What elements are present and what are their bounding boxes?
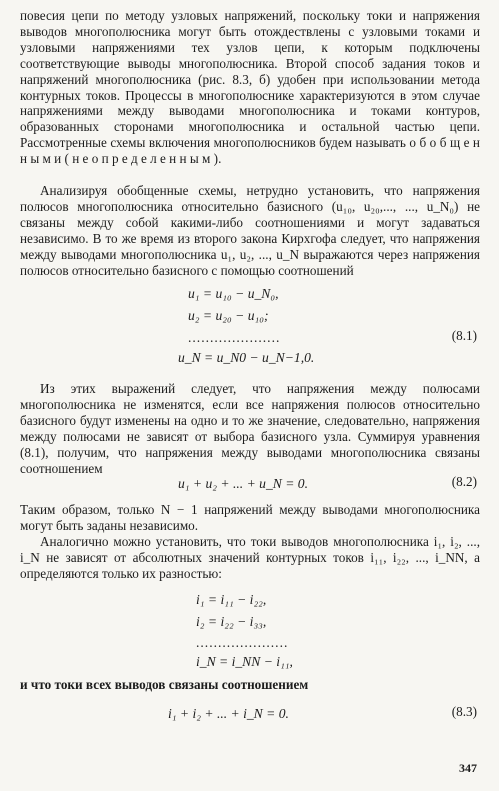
equation-currents-dots: ..................... (196, 635, 289, 650)
paragraph-pole-voltages: Анализируя обобщенные схемы, нетрудно установить, что напряжения полюсов многополюсника относительно базисного (u₁₀, u₂₀,..., ..., u_N₀) не связаны между собой какими-либо соотношениями и могут задаваться независимо. В то же время из второго закона Кирхгофа следует, что напряжения между выводами многополюсника u₁, u₂, ..., u_N выражаются через напряжения полюсов относительно базисного с помощью соотношений (20, 183, 480, 278)
paragraph-independent-voltages: Таким образом, только N − 1 напряжений между выводами многополюсника могут быть заданы независимо. (20, 502, 480, 533)
equation-8-1-line-2: u₂ = u₂₀ − u₁₀; (188, 308, 269, 323)
equation-8-1-number: (8.1) (451, 328, 477, 343)
equation-currents-line-2: i₂ = i₂₂ − i₃₃, (196, 614, 267, 629)
equation-currents-line-3: i_N = i_NN − i₁₁, (196, 654, 293, 669)
equation-8-2-number: (8.2) (451, 474, 477, 489)
equation-8-1-dots: ..................... (188, 330, 281, 345)
equation-8-1-line-3: u_N = u_N0 − u_N−1,0. (178, 350, 315, 365)
page-number: 347 (459, 761, 477, 775)
paragraph-voltage-invariance: Из этих выражений следует, что напряжения между полюсами многополюсника не изменятся, если все напряжения полюсов относительно базисного будут изменены на одно и то же значение, следовательно, напряжения между полюсами не зависят от выбора базисного узла. Суммируя уравнения (8.1), получим, что напряжения между выводами многополюсника связаны соотношением (20, 381, 480, 476)
equation-8-3-number: (8.3) (451, 704, 477, 719)
equation-8-3: i₁ + i₂ + ... + i_N = 0. (168, 706, 289, 721)
equation-8-1-line-1: u₁ = u₁₀ − u_N₀, (188, 286, 279, 301)
paragraph-terminal-currents: Аналогично можно установить, что токи выводов многополюсника i₁, i₂, ..., i_N не зависят от абсолютных значений контурных токов i₁₁, i₂₂, ..., i_NN, а определяются только их разностью: (20, 534, 480, 581)
equation-currents-line-1: i₁ = i₁₁ − i₂₂, (196, 592, 267, 607)
paragraph-current-relation: и что токи всех выводов связаны соотношением (20, 677, 309, 692)
paragraph-generalized-schemes: повесия цепи по методу узловых напряжений, поскольку токи и напряжения выводов многополюсника могут быть отождествлены с узловыми токами и узловыми напряжениями тех узлов цепи, к которым подключены соответствующие выводы многополюсника. Второй способ задания токов и напряжений многополюсника (рис. 8.3, б) удобен при использовании метода контурных токов. Процессы в многополюснике характеризуются в этом случае напряжениями между выводами многополюсника и токами контуров, образованных сторонами многополюсника и остальной частью цепи. Рассмотренные схемы включения многополюсников будем называть о б о б щ е н н ы м и ( н е о п р е д е л е н н ы м ). (20, 8, 480, 167)
equation-8-2: u₁ + u₂ + ... + u_N = 0. (178, 476, 308, 491)
